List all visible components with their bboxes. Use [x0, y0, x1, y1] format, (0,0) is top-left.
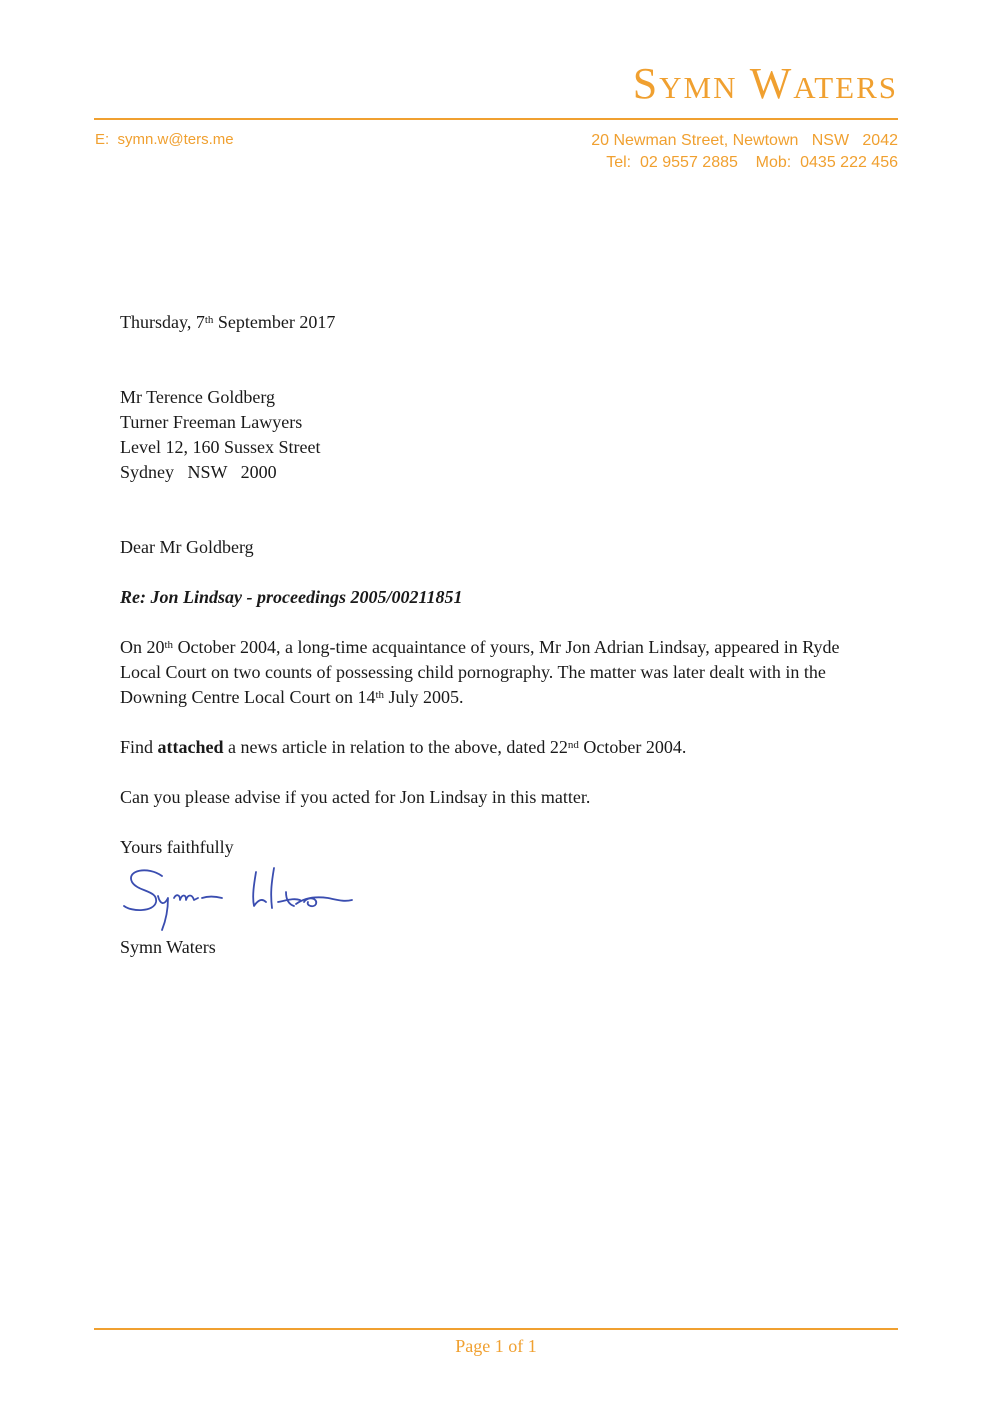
contact-block	[591, 130, 898, 174]
signer-name: Symn Waters	[120, 937, 216, 957]
paragraph-2: Find attached a news article in relation to the above, dated 22nd October 2004.	[120, 737, 687, 757]
recipient-street: Level 12, 160 Sussex Street	[120, 437, 321, 457]
recipient-firm: Turner Freeman Lawyers	[120, 412, 303, 432]
street-address: 20 Newman Street, Newtown NSW 2042	[591, 132, 898, 149]
recipient-name: Mr Terence Goldberg	[120, 387, 276, 407]
paragraph-3: Can you please advise if you acted for Jon Lindsay in this matter.	[120, 787, 591, 807]
letter-date: Thursday, 7th September 2017	[120, 312, 336, 332]
reference-line: Re: Jon Lindsay - proceedings 2005/00211851	[120, 587, 463, 607]
signature-icon	[118, 862, 358, 940]
recipient-address	[120, 385, 320, 485]
salutation: Dear Mr Goldberg	[120, 537, 254, 557]
closing: Yours faithfully	[120, 837, 234, 857]
email-address: symn.w@ters.me	[117, 131, 234, 148]
email-line	[95, 131, 234, 148]
phone-numbers: Tel: 02 9557 2885 Mob: 0435 222 456	[606, 154, 898, 171]
footer-divider	[94, 1328, 898, 1330]
letterhead-name: Symn Waters	[632, 59, 898, 108]
paragraph-1: On 20th October 2004, a long-time acquaintance of yours, Mr Jon Adrian Lindsay, appeared in Ryde Local Court on two counts of possessing child pornography. The matter was later dealt with in the Downing Centre Local Court on 14th July 2005.	[120, 637, 840, 707]
header-divider	[94, 118, 898, 120]
email-label: E:	[95, 131, 110, 148]
recipient-city: Sydney NSW 2000	[120, 462, 277, 482]
page-number: Page 1 of 1	[455, 1336, 537, 1356]
